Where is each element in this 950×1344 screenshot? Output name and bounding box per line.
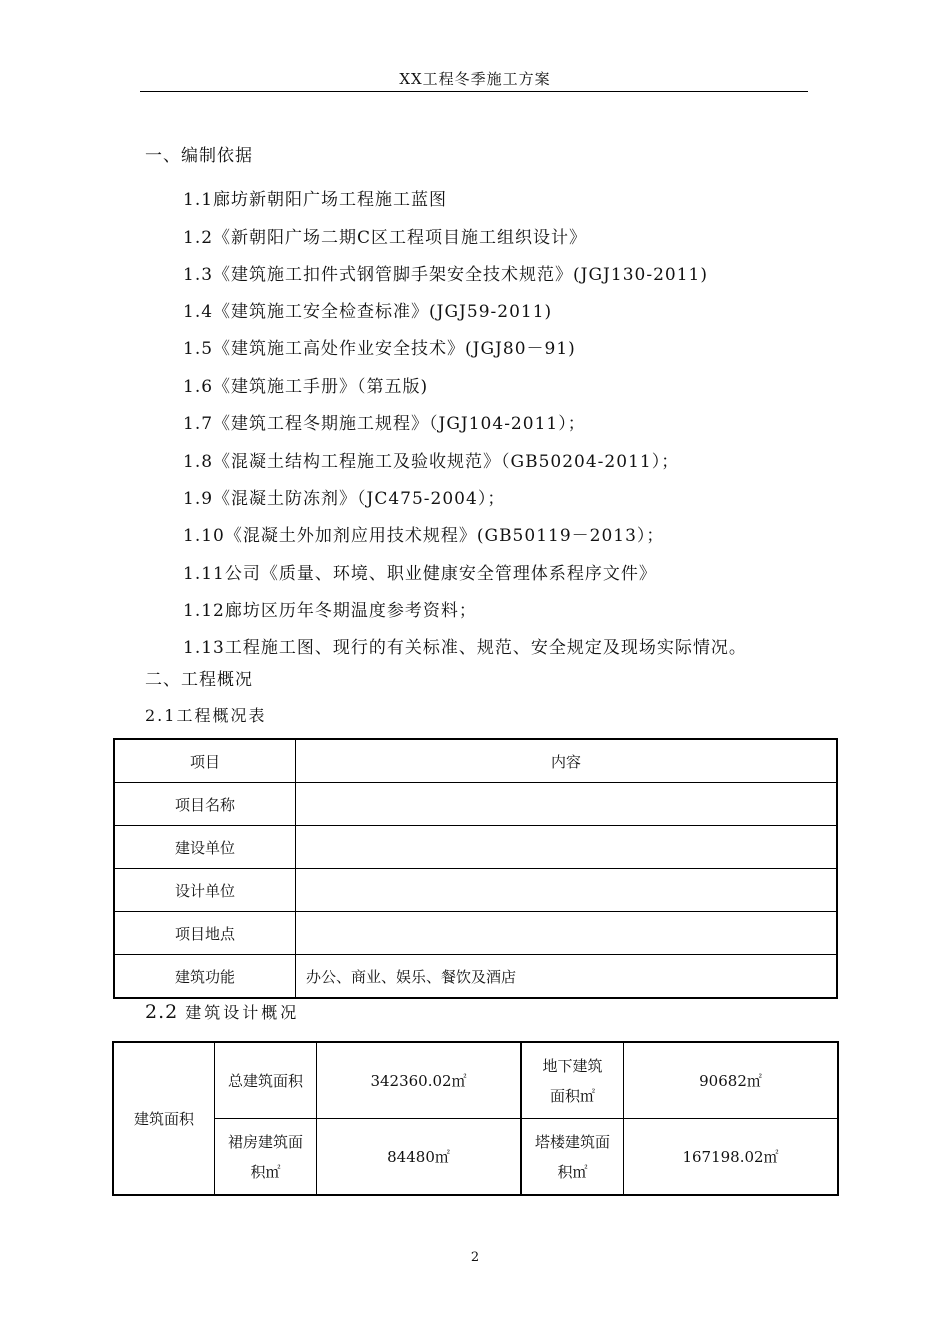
table-header-row bbox=[114, 739, 837, 783]
table-row bbox=[114, 955, 837, 999]
page-number: 2 bbox=[470, 1250, 480, 1265]
basis-item: 1.11公司《质量、环境、职业健康安全管理体系程序文件》 bbox=[183, 564, 657, 584]
basis-item: 1.7《建筑工程冬期施工规程》（JGJ104-2011）； bbox=[183, 414, 586, 434]
table-row bbox=[114, 869, 837, 912]
basis-item: 1.10《混凝土外加剂应用技术规程》(GB50119－2013）； bbox=[183, 526, 665, 546]
basis-item: 1.13工程施工图、现行的有关标准、规范、安全规定及现场实际情况。 bbox=[183, 638, 747, 658]
table-value-cell: 342360.02㎡ bbox=[317, 1042, 522, 1119]
label-line: 面积㎡ bbox=[549, 1086, 595, 1105]
table-value-cell bbox=[296, 912, 838, 955]
label-line: 积㎡ bbox=[250, 1162, 281, 1181]
basis-item: 1.12廊坊区历年冬期温度参考资料； bbox=[183, 601, 477, 621]
subheading-text: 建筑设计概况 bbox=[185, 1003, 300, 1022]
label-line: 裙房建筑面 bbox=[227, 1132, 303, 1151]
table-value-cell bbox=[296, 783, 838, 826]
label-line: 地下建筑 bbox=[542, 1056, 603, 1075]
table-value-cell bbox=[296, 826, 838, 869]
table-header-cell: 项目 bbox=[114, 739, 296, 783]
table-value-cell: 84480㎡ bbox=[317, 1119, 522, 1196]
table-label-cell bbox=[521, 1119, 624, 1196]
subheading-design-overview bbox=[145, 1000, 299, 1023]
label-line: 塔楼建筑面 bbox=[534, 1132, 610, 1151]
basis-item: 1.9《混凝土防冻剂》（JC475-2004）； bbox=[183, 489, 506, 509]
basis-item: 1.2《新朝阳广场二期C区工程项目施工组织设计》 bbox=[183, 228, 588, 248]
basis-item: 1.8《混凝土结构工程施工及验收规范》（GB50204-2011）； bbox=[183, 452, 680, 472]
table-label-cell: 建筑功能 bbox=[114, 955, 296, 999]
table-label-cell bbox=[215, 1119, 317, 1196]
table-label-cell: 建设单位 bbox=[114, 826, 296, 869]
table-value-cell: 90682㎡ bbox=[624, 1042, 839, 1119]
table-row bbox=[114, 783, 837, 826]
building-area-table bbox=[112, 1041, 839, 1196]
basis-item: 1.1廊坊新朝阳广场工程施工蓝图 bbox=[183, 190, 448, 210]
section-heading-overview: 二、工程概况 bbox=[145, 670, 253, 690]
table-row bbox=[114, 826, 837, 869]
basis-item: 1.4《建筑施工安全检查标准》(JGJ59-2011) bbox=[183, 302, 553, 322]
basis-item: 1.5《建筑施工高处作业安全技术》(JGJ80－91) bbox=[183, 339, 576, 359]
table-label-cell: 项目名称 bbox=[114, 783, 296, 826]
project-overview-table bbox=[113, 738, 838, 999]
basis-item: 1.3《建筑施工扣件式钢管脚手架安全技术规范》(JGJ130-2011) bbox=[183, 265, 708, 285]
label-line: 积㎡ bbox=[557, 1162, 588, 1181]
table-group-label: 建筑面积 bbox=[113, 1042, 215, 1195]
table-label-cell bbox=[521, 1042, 624, 1119]
subheading-number: 2.2 bbox=[145, 1001, 179, 1023]
page-header-title: XX工程冬季施工方案 bbox=[399, 70, 551, 88]
table-row bbox=[113, 1119, 838, 1196]
table-value-cell: 167198.02㎡ bbox=[624, 1119, 839, 1196]
table-label-cell: 项目地点 bbox=[114, 912, 296, 955]
subheading-overview-table: 2.1工程概况表 bbox=[145, 706, 267, 725]
table-row bbox=[113, 1042, 838, 1119]
basis-item: 1.6《建筑施工手册》（第五版) bbox=[183, 377, 429, 397]
table-label-cell: 总建筑面积 bbox=[215, 1042, 317, 1119]
table-label-cell: 设计单位 bbox=[114, 869, 296, 912]
table-value-cell: 办公、商业、娱乐、餐饮及酒店 bbox=[296, 955, 838, 999]
header-rule bbox=[140, 91, 808, 92]
table-row bbox=[114, 912, 837, 955]
section-heading-basis: 一、编制依据 bbox=[145, 146, 253, 166]
table-header-cell: 内容 bbox=[296, 739, 838, 783]
table-value-cell bbox=[296, 869, 838, 912]
